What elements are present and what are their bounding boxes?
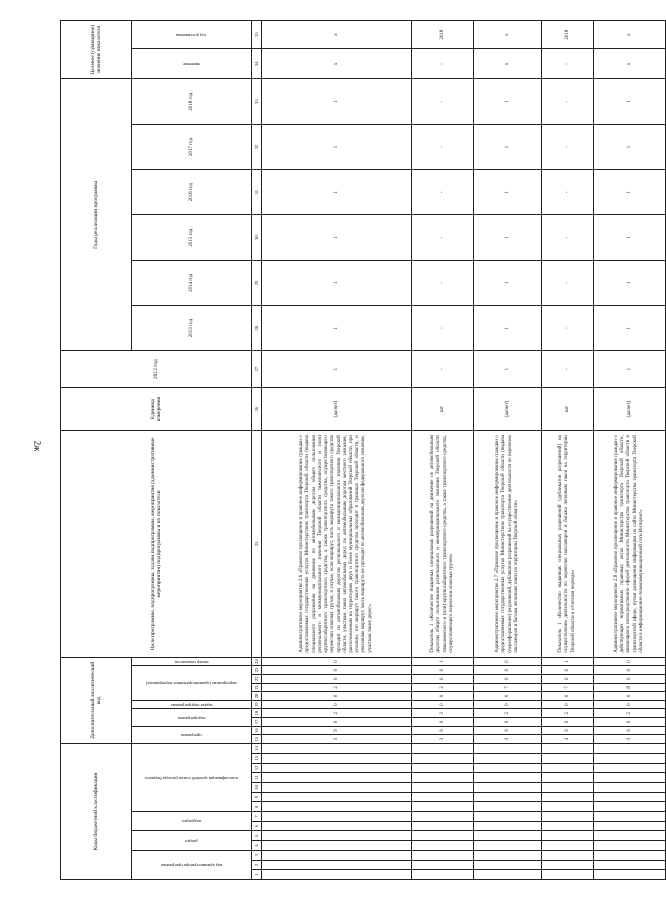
- table-cell: [542, 743, 594, 753]
- table-cell: 9: [542, 726, 594, 735]
- table-cell: [542, 802, 594, 812]
- table-cell: [542, 812, 594, 822]
- table-row: [542, 21, 594, 880]
- table-cell: [594, 782, 666, 792]
- table-cell: 1: [594, 215, 666, 260]
- year-2017-header: 2017 год: [132, 124, 252, 169]
- table-cell: 1: [412, 657, 474, 666]
- indicator-number-header: [132, 657, 252, 666]
- target-header: Целевое (суммарное) значение показателя: [61, 21, 132, 79]
- table-cell: 0: [412, 692, 474, 701]
- table-cell: [262, 812, 412, 822]
- table-cell: [262, 860, 412, 870]
- target-year-header: [132, 21, 252, 49]
- analytic-codes-header: Дополнительный аналитический код: [61, 657, 132, 743]
- table-cell: 33: [252, 79, 262, 124]
- table-cell: -: [412, 351, 474, 388]
- table-row: [412, 21, 474, 880]
- table-cell: 11: [252, 773, 262, 783]
- table-cell: 7: [542, 683, 594, 692]
- header-label: задача подпрограммы: [170, 702, 213, 708]
- subsection-header: [132, 812, 252, 831]
- row-unit: шт: [412, 388, 474, 431]
- admin-code-header: [132, 850, 252, 879]
- table-cell: -: [542, 79, 594, 124]
- table-cell: 1: [252, 870, 262, 880]
- goals-header: Цели программы, подпрограммы, задачи подпрограммы, мероприятия (административные мероприятия) подпрограммы и их показатели: [61, 431, 252, 658]
- table-cell: 1: [474, 215, 542, 260]
- table-cell: 7: [474, 683, 542, 692]
- table-cell: 0: [412, 700, 474, 709]
- table-cell: -: [412, 124, 474, 169]
- table-cell: 0: [474, 692, 542, 701]
- header-label: подпрограмма: [177, 715, 206, 721]
- table-cell: [412, 870, 474, 880]
- table-cell: [542, 850, 594, 860]
- table-cell: [474, 870, 542, 880]
- table-cell: 9: [252, 792, 262, 802]
- table-cell: 34: [252, 49, 262, 79]
- table-cell: [542, 870, 594, 880]
- row-description: Показатель 1 «Количество выданных специальных разрешений (дубликатов разрешений) на осуществление деятельности по перевозке пассажиров и багажа легковым такси на территории Тверской области в отчетном периоде»: [542, 431, 594, 658]
- document-sheet: [60, 20, 644, 880]
- table-cell: [412, 763, 474, 773]
- table-cell: 2: [262, 683, 412, 692]
- table-cell: 1: [594, 170, 666, 215]
- table-cell: 2: [412, 709, 474, 718]
- table-cell: [262, 782, 412, 792]
- table-cell: 0: [594, 657, 666, 666]
- table-cell: 1: [474, 260, 542, 305]
- table-cell: [594, 773, 666, 783]
- table-cell: 29: [252, 260, 262, 305]
- table-cell: 1: [262, 79, 412, 124]
- table-cell: -: [542, 215, 594, 260]
- table-cell: х: [474, 49, 542, 79]
- table-cell: 22: [252, 674, 262, 683]
- table-row: [262, 21, 412, 880]
- table-cell: [412, 860, 474, 870]
- table-cell: [412, 773, 474, 783]
- header-label: значение: [182, 61, 201, 67]
- table-cell: [542, 782, 594, 792]
- table-cell: 1: [474, 124, 542, 169]
- table-cell: -: [542, 49, 594, 79]
- row-description: Показатель 1 «Количество выданных специальных разрешений на движение по автомобильным дорогам общего пользования регионального и межмуниципального значения Тверской области тяжеловесного и (или) крупногабаритного транспортного средства, а также транспортного средства, осуществляющего перевозки опасных грузов»: [412, 431, 474, 658]
- table-cell: 20: [252, 692, 262, 701]
- table-cell: [594, 841, 666, 851]
- table-cell: 3: [542, 735, 594, 744]
- table-cell: 1: [262, 351, 412, 388]
- table-cell: [412, 753, 474, 763]
- table-cell: [262, 802, 412, 812]
- table-cell: 0: [262, 657, 412, 666]
- table-cell: 0: [594, 718, 666, 727]
- table-cell: [594, 812, 666, 822]
- table-cell: -: [542, 124, 594, 169]
- table-cell: -: [542, 306, 594, 351]
- table-cell: [412, 743, 474, 753]
- table-cell: 0: [474, 674, 542, 683]
- table-cell: 25: [252, 431, 262, 658]
- table-cell: 0: [262, 666, 412, 675]
- table-cell: 17: [252, 718, 262, 727]
- row-unit: (да/нет): [262, 388, 412, 431]
- year-2016-header: 2016 год: [132, 170, 252, 215]
- table-cell: 1: [262, 170, 412, 215]
- table-cell: 7: [252, 812, 262, 822]
- table-cell: х: [474, 21, 542, 49]
- year-2014-header: 2014 год: [132, 260, 252, 305]
- table-cell: [542, 841, 594, 851]
- table-cell: 18: [252, 709, 262, 718]
- table-cell: х: [262, 21, 412, 49]
- table-cell: 0: [542, 692, 594, 701]
- table-cell: х: [262, 49, 412, 79]
- subprogram-code-header: [132, 709, 252, 726]
- table-cell: 3: [262, 735, 412, 744]
- table-cell: 1: [262, 306, 412, 351]
- table-cell: 2018: [542, 21, 594, 49]
- table-cell: [542, 773, 594, 783]
- table-cell: [594, 831, 666, 841]
- table-cell: 0: [542, 674, 594, 683]
- row-description: Административное мероприятие 2.8 «Правовое просвещение и правовое информирование граждан о действующих нормативных правовых актах Министерства транспорта Тверской области, являющихся непосредственно сферой деятельности Министерства транспорта Тверской области в транспортной сфере, путем размещения информации на сайте Министерства транспорта Тверской области в информационно-телекоммуникационной сети Интернет»: [594, 431, 666, 658]
- table-cell: 1: [594, 306, 666, 351]
- header-label: код администратора программы: [160, 862, 223, 868]
- table-cell: 23: [252, 666, 262, 675]
- table-cell: [542, 821, 594, 831]
- table-cell: -: [542, 351, 594, 388]
- table-cell: 1: [474, 79, 542, 124]
- table-cell: 35: [252, 21, 262, 49]
- table-cell: 0: [594, 666, 666, 675]
- header-label: классификация целевой статьи расхода бюджета: [145, 775, 238, 781]
- table-cell: [262, 850, 412, 860]
- table-cell: [542, 763, 594, 773]
- table-cell: 12: [252, 763, 262, 773]
- table-cell: 3: [412, 735, 474, 744]
- table-cell: [474, 831, 542, 841]
- table-cell: -: [412, 170, 474, 215]
- target-value-header: [132, 49, 252, 79]
- header-label: программа: [181, 732, 202, 738]
- table-cell: [262, 831, 412, 841]
- budget-codes-header: Коды бюджетной классификации: [61, 743, 132, 879]
- table-cell: 3: [252, 850, 262, 860]
- table-cell: 27: [252, 351, 262, 388]
- table-cell: [594, 763, 666, 773]
- table-cell: 0: [412, 674, 474, 683]
- table-cell: [262, 841, 412, 851]
- measure-code-header: [132, 666, 252, 701]
- table-cell: [412, 850, 474, 860]
- section-header: [132, 831, 252, 850]
- table-cell: 5: [252, 831, 262, 841]
- table-cell: 0: [412, 666, 474, 675]
- table-cell: -: [412, 260, 474, 305]
- table-cell: [262, 763, 412, 773]
- table-cell: [594, 870, 666, 880]
- table-cell: 9: [594, 726, 666, 735]
- unit-header: Единица измерения: [61, 388, 252, 431]
- table-cell: -: [412, 79, 474, 124]
- table-cell: [262, 753, 412, 763]
- target-article-header: [132, 743, 252, 811]
- table-cell: [474, 860, 542, 870]
- table-cell: 0: [262, 700, 412, 709]
- table-row: [474, 21, 542, 880]
- header-label: раздел: [185, 838, 198, 844]
- table-cell: -: [412, 215, 474, 260]
- table-cell: [474, 782, 542, 792]
- table-cell: [474, 812, 542, 822]
- column-numbers-row: [252, 21, 262, 880]
- year-2018-header: 2018 год: [132, 79, 252, 124]
- table-cell: [262, 870, 412, 880]
- table-cell: [262, 821, 412, 831]
- table-cell: 30: [252, 215, 262, 260]
- table-cell: 2: [252, 860, 262, 870]
- program-code-header: [132, 726, 252, 743]
- table-cell: [594, 850, 666, 860]
- table-cell: -: [542, 260, 594, 305]
- table-cell: -: [412, 306, 474, 351]
- table-cell: 1: [594, 260, 666, 305]
- table-cell: 0: [262, 692, 412, 701]
- table-cell: [542, 831, 594, 841]
- row-unit: (да/нет): [474, 388, 542, 431]
- header-label: мероприятие (административное мероприятие): [146, 681, 237, 687]
- table-cell: 9: [412, 726, 474, 735]
- table-cell: 15: [252, 735, 262, 744]
- row-unit: (да/нет): [594, 388, 666, 431]
- header-label: год достижения: [176, 32, 207, 38]
- table-cell: [474, 773, 542, 783]
- row-unit: шт: [542, 388, 594, 431]
- table-cell: 1: [262, 260, 412, 305]
- year-2013-header: 2013 год: [132, 306, 252, 351]
- table-cell: 0: [542, 718, 594, 727]
- table-cell: 0: [474, 718, 542, 727]
- table-cell: 0: [412, 718, 474, 727]
- task-code-header: [132, 700, 252, 709]
- table-cell: 28: [252, 306, 262, 351]
- table-cell: 32: [252, 124, 262, 169]
- table-cell: [412, 802, 474, 812]
- row-description: Административное мероприятие 2.7 «Правовое просвещение и правовое информирование граждан о предоставляемых государственных услугах Министерством транспорта Тверской области (выдача (переоформление) разрешений, дубликатов разрешений на осуществление деятельности по перевозке пассажиров и багажа легковым такси на территории Тверской области»: [474, 431, 542, 658]
- table-cell: 0: [542, 700, 594, 709]
- table-cell: 1: [542, 657, 594, 666]
- table-cell: 1: [474, 351, 542, 388]
- table-cell: 1: [474, 170, 542, 215]
- table-cell: [542, 753, 594, 763]
- table-cell: [474, 763, 542, 773]
- table-cell: [594, 860, 666, 870]
- table-cell: 0: [474, 700, 542, 709]
- table-cell: 10: [252, 782, 262, 792]
- table-cell: [474, 850, 542, 860]
- table-cell: 2: [474, 709, 542, 718]
- table-cell: 3: [474, 735, 542, 744]
- table-cell: 1: [594, 124, 666, 169]
- table-cell: х: [594, 21, 666, 49]
- table-cell: 0: [474, 666, 542, 675]
- table-cell: 1: [594, 351, 666, 388]
- table-cell: [474, 821, 542, 831]
- page-number: 2ж: [32, 440, 43, 452]
- table-cell: 9: [474, 726, 542, 735]
- table-cell: [412, 812, 474, 822]
- table-cell: 6: [252, 821, 262, 831]
- table-cell: 2: [542, 709, 594, 718]
- program-years-header: Годы реализации программы: [61, 79, 132, 351]
- table-cell: 24: [252, 657, 262, 666]
- table-cell: 1: [594, 79, 666, 124]
- table-cell: -: [412, 49, 474, 79]
- table-cell: 1: [262, 124, 412, 169]
- table-cell: 0: [542, 666, 594, 675]
- table-cell: 3: [594, 735, 666, 744]
- table-cell: 26: [252, 388, 262, 431]
- table-cell: 8: [252, 802, 262, 812]
- table-cell: 2018: [412, 21, 474, 49]
- table-cell: 9: [262, 726, 412, 735]
- year-2015-header: 2015 год: [132, 215, 252, 260]
- table-cell: 0: [594, 700, 666, 709]
- table-cell: [474, 743, 542, 753]
- table-cell: [594, 802, 666, 812]
- table-cell: 21: [252, 683, 262, 692]
- table-cell: [594, 753, 666, 763]
- table-cell: [594, 743, 666, 753]
- table-cell: [474, 841, 542, 851]
- table-row: [594, 21, 666, 880]
- table-cell: 14: [252, 743, 262, 753]
- table-cell: [474, 792, 542, 802]
- table-cell: 1: [474, 306, 542, 351]
- table-cell: [594, 821, 666, 831]
- program-table: [60, 20, 666, 880]
- table-cell: 1: [262, 215, 412, 260]
- table-cell: [542, 860, 594, 870]
- header-label: подраздел: [181, 819, 202, 825]
- table-cell: [262, 773, 412, 783]
- table-cell: [594, 792, 666, 802]
- table-cell: 2: [412, 683, 474, 692]
- table-cell: 19: [252, 700, 262, 709]
- header-label: номер показателя: [174, 659, 209, 665]
- table-cell: 0: [262, 674, 412, 683]
- table-cell: 16: [252, 726, 262, 735]
- table-cell: 0: [594, 674, 666, 683]
- table-cell: [412, 821, 474, 831]
- table-cell: [474, 753, 542, 763]
- table-cell: [412, 841, 474, 851]
- table-cell: 2: [594, 709, 666, 718]
- table-cell: 13: [252, 753, 262, 763]
- table-cell: 8: [594, 683, 666, 692]
- table-cell: [542, 792, 594, 802]
- row-description: Административное мероприятие 2.6 «Правовое просвещение и правовое информирование граждан о предоставляемых государственных услугах Министерством транспорта Тверской области (выдача специального разрешения на движение по автомобильным дорогам общего пользования регионального и межмуниципального значения Тверской области тяжеловесного и (или) крупногабаритного транспортного средства, а также транспортного средства, осуществляющего перевозки опасных грузов, в случае, если маршрут, часть маршрута такого транспортного средства проходит по автомобильным дорогам регионального и межмуниципального значения Тверской области, участкам таких автомобильных дорог, по автомобильным дорогам местного значения, расположенным на территориях двух и более муниципальных образований Тверской области, при условии, что маршрут такого транспортного средства проходит в границах Тверской области, и указанные маршрут, часть маршрута не проходят по автомобильным дорогам федерального значения, участкам таких дорог»: [262, 431, 412, 658]
- year-2012-header: 2012 год: [61, 351, 252, 388]
- table-cell: х: [594, 49, 666, 79]
- table-cell: [474, 802, 542, 812]
- table-cell: [412, 782, 474, 792]
- table-cell: 2: [262, 709, 412, 718]
- table-cell: 0: [474, 657, 542, 666]
- table-cell: [262, 792, 412, 802]
- table-cell: 0: [262, 718, 412, 727]
- table-cell: 0: [594, 692, 666, 701]
- table-cell: [412, 831, 474, 841]
- table-cell: -: [542, 170, 594, 215]
- table-cell: 31: [252, 170, 262, 215]
- table-cell: 4: [252, 841, 262, 851]
- table-cell: [412, 792, 474, 802]
- table-cell: [262, 743, 412, 753]
